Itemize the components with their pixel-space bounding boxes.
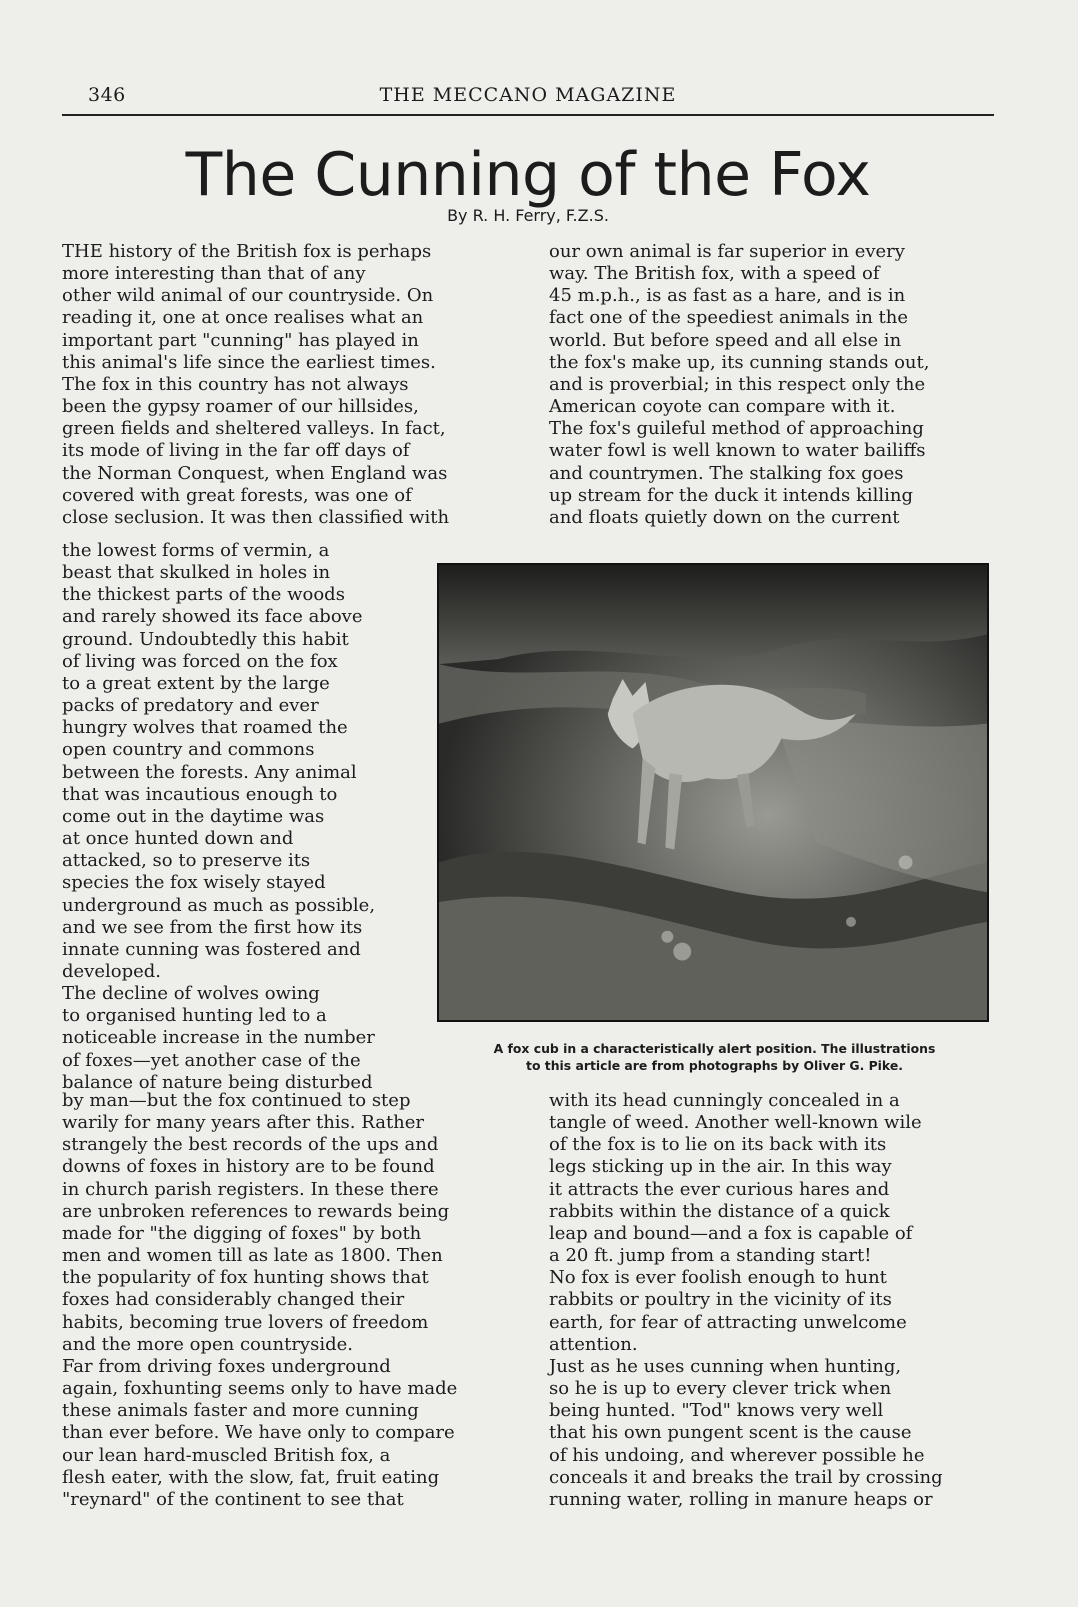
article-title: The Cunning of the Fox [185,140,871,210]
article-column-left-top: THE history of the British fox is perhaps more interesting than that of any other wild animal of our countryside. On reading it, one at once realises what an important part "cunning" has played in this animal's life since the earliest times. The fox in this country has not always been the gypsy roamer of our hillsides, green fields and sheltered valleys. In fact, its mode of living in the far off days of the Norman Conquest, when England was covered with great forests, was one of close seclusion. It was then classified with [62,241,450,528]
photo-caption: A fox cub in a characteristically alert position. The illustrations to this article are from photographs by Oliver G. Pike. [493,1041,936,1073]
article-byline: By R. H. Ferry, F.Z.S. [447,206,609,225]
article-column-left-bottom: by man—but the fox continued to step warily for many years after this. Rather strangely the best records of the ups and downs of foxes in history are to be found in church parish registers. In these there are unbroken references to rewards being made for "the digging of foxes" by both men and women till as late as 1800. Then the popularity of fox hunting shows that foxes had considerably changed their habits, becoming true lovers of freedom and the more open countryside. Far from driving foxes underground again, foxhunting seems only to have made these animals faster and more cunning than ever before. We have only to compare our lean hard-muscled British fox, a flesh eater, with the slow, fat, fruit eating "reynard" of the continent to see that [62,1090,458,1510]
article-column-left-wrap: the lowest forms of vermin, a beast that skulked in holes in the thickest parts of the woods and rarely showed its face above ground. Undoubtedly this habit of living was forced on the fox to a great extent by the large packs of predatory and ever hungry wolves that roamed the open country and commons between the forests. Any animal that was incautious enough to come out in the daytime was at once hunted down and attacked, so to preserve its species the fox wisely stayed underground as much as possible, and we see from the first how its innate cunning was fostered and developed. The decline of wolves owing to organised hunting led to a noticeable increase in the number of foxes—yet another case of the balance of nature being disturbed [62,540,376,1093]
article-column-right-top: our own animal is far superior in every way. The British fox, with a speed of 45 m.p.h., is as fast as a hare, and is in fact one of the speediest animals in the world. But before speed and all else in the fox's make up, its cunning stands out, and is proverbial; in this respect only the American coyote can compare with it. The fox's guileful method of approaching water fowl is well known to water bailiffs and countrymen. The stalking fox goes up stream for the duck it intends killing and floats quietly down on the current [549,241,930,528]
page-number: 346 [88,84,126,106]
article-column-right-bottom: with its head cunningly concealed in a tangle of weed. Another well-known wile of the fox is to lie on its back with its legs sticking up in the air. In this way it attracts the ever curious hares and rabbits within the distance of a quick leap and bound—and a fox is capable of a 20 ft. jump from a standing start! No fox is ever foolish enough to hunt rabbits or poultry in the vicinity of its earth, for fear of attracting unwelcome attention. Just as he uses cunning when hunting, so he is up to every clever trick when being hunted. "Tod" knows very well that his own pungent scent is the cause of his undoing, and wherever possible he conceals it and breaks the trail by crossing running water, rolling in manure heaps or [549,1090,943,1510]
magazine-title: THE MECCANO MAGAZINE [379,84,677,106]
fox-cub-photograph [437,563,989,1022]
page-header [62,80,994,116]
